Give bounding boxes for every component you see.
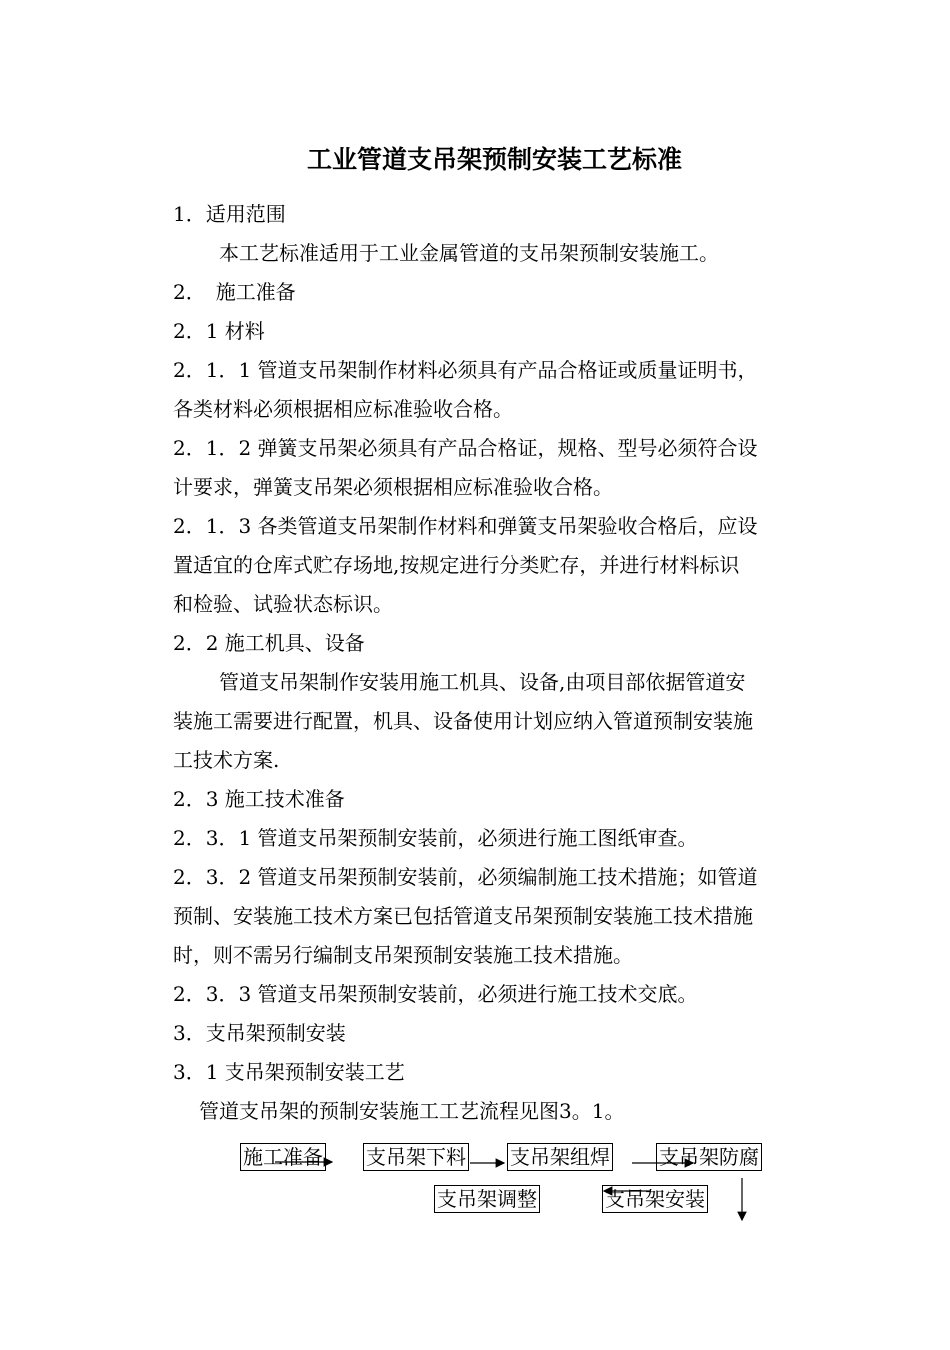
paragraph: 置适宜的仓库式贮存场地,按规定进行分类贮存，并进行材料标识 [173, 553, 740, 577]
heading-3-1: 3．1 支吊架预制安装工艺 [173, 1060, 405, 1084]
paragraph: 2．1．2 弹簧支吊架必须具有产品合格证，规格、型号必须符合设 [173, 436, 758, 460]
heading-1: 1．适用范围 [173, 202, 286, 226]
flow-step-preparation: 施工准备 [240, 1143, 326, 1171]
paragraph: 工技术方案. [173, 748, 280, 772]
document-title: 工业管道支吊架预制安装工艺标准 [307, 145, 683, 174]
flow-step-welding: 支吊架组焊 [507, 1143, 613, 1171]
flow-step-installation: 支吊架安装 [602, 1185, 708, 1213]
heading-2-3: 2．3 施工技术准备 [173, 787, 345, 811]
paragraph: 各类材料必须根据相应标准验收合格。 [173, 397, 513, 421]
flow-step-anticorrosion: 支吊架防腐 [656, 1143, 762, 1171]
heading-2-2: 2．2 施工机具、设备 [173, 631, 365, 655]
paragraph: 管道支吊架的预制安装施工工艺流程见图3。1。 [199, 1099, 625, 1123]
paragraph: 2．1．1 管道支吊架制作材料必须具有产品合格证或质量证明书， [173, 358, 758, 382]
heading-2: 2． 施工准备 [173, 280, 296, 304]
paragraph: 管道支吊架制作安装用施工机具、设备,由项目部依据管道安 [219, 670, 746, 694]
flow-step-adjustment: 支吊架调整 [434, 1185, 540, 1213]
paragraph: 2．1．3 各类管道支吊架制作材料和弹簧支吊架验收合格后，应设 [173, 514, 758, 538]
paragraph: 装施工需要进行配置，机具、设备使用计划应纳入管道预制安装施 [173, 709, 753, 733]
paragraph: 2．3．2 管道支吊架预制安装前，必须编制施工技术措施；如管道 [173, 865, 758, 889]
paragraph: 2．3．1 管道支吊架预制安装前，必须进行施工图纸审查。 [173, 826, 698, 850]
document-body [173, 195, 843, 1131]
heading-3: 3．支吊架预制安装 [173, 1021, 346, 1045]
paragraph: 本工艺标准适用于工业金属管道的支吊架预制安装施工。 [219, 241, 719, 265]
paragraph: 2．3．3 管道支吊架预制安装前，必须进行施工技术交底。 [173, 982, 698, 1006]
heading-2-1: 2．1 材料 [173, 319, 265, 343]
paragraph: 计要求，弹簧支吊架必须根据相应标准验收合格。 [173, 475, 613, 499]
paragraph: 时，则不需另行编制支吊架预制安装施工技术措施。 [173, 943, 633, 967]
paragraph: 预制、安装施工技术方案已包括管道支吊架预制安装施工技术措施 [173, 904, 753, 928]
flow-step-cutting: 支吊架下料 [363, 1143, 469, 1171]
paragraph: 和检验、试验状态标识。 [173, 592, 393, 616]
